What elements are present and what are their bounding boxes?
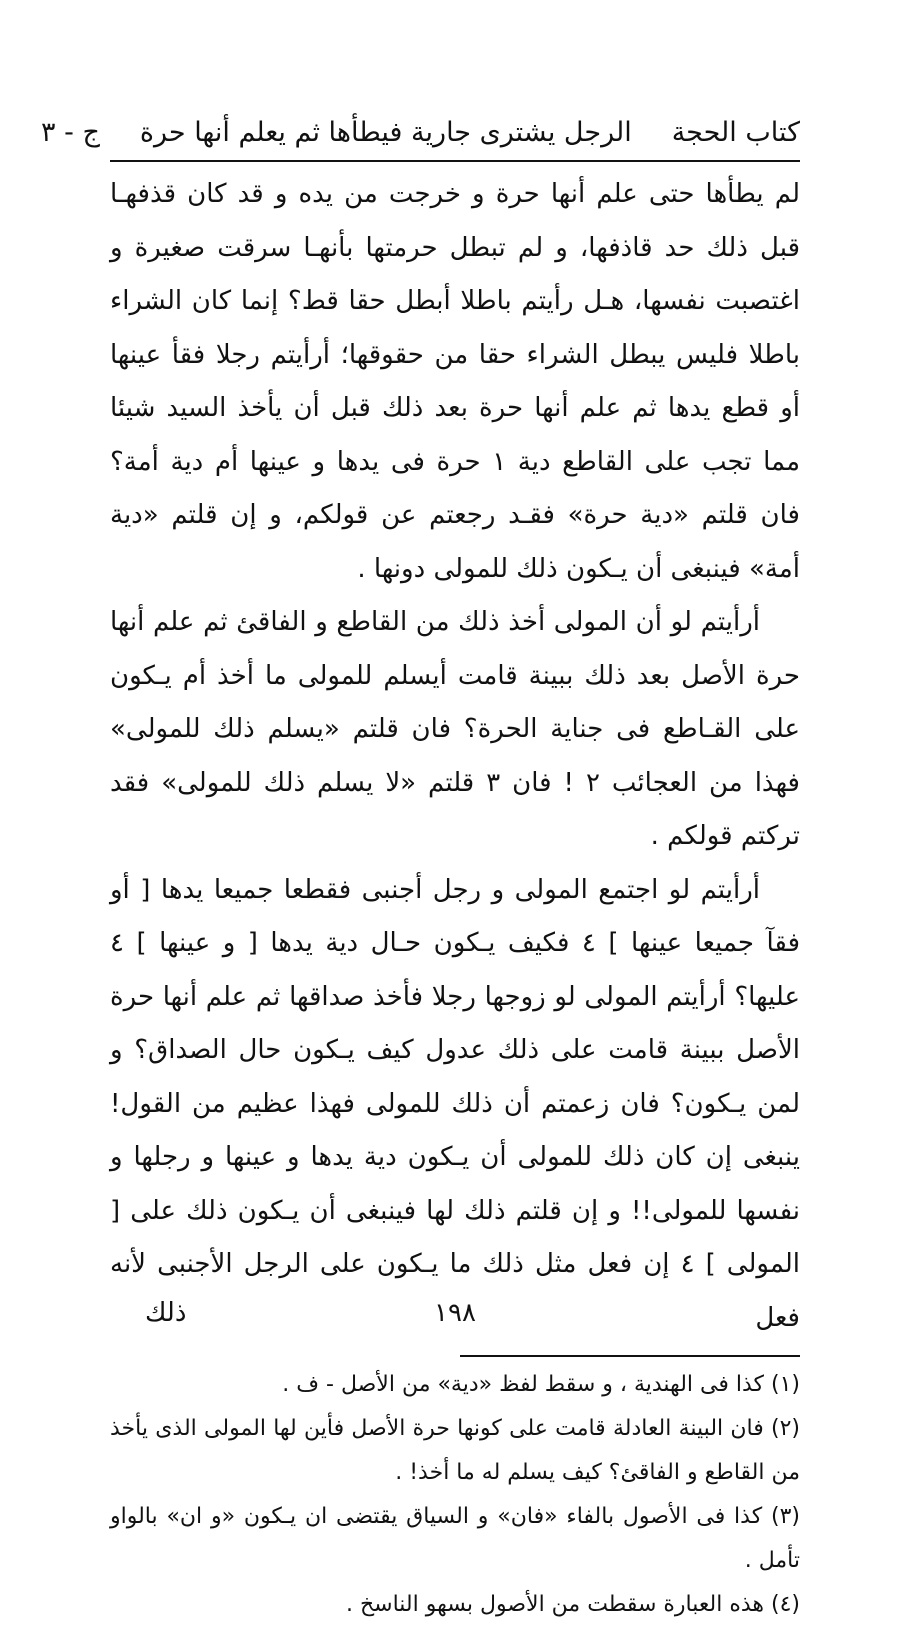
header-rule	[110, 160, 800, 162]
footnote: (٢) فان البينة العادلة قامت على كونها حرة الأصل فأين لها المولى الذى يأخذ من القاطع و الفاقئ؟ كيف يسلم له ما أخذ! .	[110, 1416, 800, 1485]
footnotes	[110, 1363, 800, 1627]
paragraph: لم يطأها حتى علم أنها حرة و خرجت من يده و قد كان قذفهـا قبل ذلك حد قاذفها، و لم تبطل حرمتها بأنهـا سرقت صغيرة و اغتصبت نفسها، هـل رأيتم باطلا أبطل حقا قط؟ إنما كان الشراء باطلا فليس يبطل الشراء حقا من حقوقها؛ أرأيتم رجلا فقأ عينها أو قطع يدها ثم علم أنها حرة بعد ذلك قبل أن يأخذ السيد شيئا مما تجب على القاطع دية ١ حرة فى يدها و عينها أم دية أمة؟ فان قلتم «دية حرة» فقـد رجعتم عن قولكم، و إن قلتم «دية أمة» فينبغى أن يـكون ذلك للمولى دونها .	[110, 179, 800, 584]
paragraph: أرأيتم لو اجتمع المولى و رجل أجنبى فقطعا جميعا يدها [ أو فقآ جميعا عينها ] ٤ فكيف يـكون حـال دية يدها [ و عينها ] ٤ عليها؟ أرأيتم المولى لو زوجها رجلا فأخذ صداقها ثم علم أنها حرة الأصل ببينة قامت على ذلك عدول كيف يـكون حال الصداق؟ و لمن يـكون؟ فان زعمتم أن ذلك للمولى فهذا عظيم من القول! ينبغى إن كان ذلك للمولى أن يـكون دية يدها و عينها و رجلها و نفسها للمولى!! و إن قلتم ذلك لها فينبغى أن يـكون ذلك على [ المولى ] ٤ إن فعل مثل ذلك ما يـكون على الرجل الأجنبى لأنه فعل	[110, 874, 801, 1333]
header-book-title: كتاب الحجة	[671, 117, 800, 148]
footnote: (١) كذا فى الهندية ، و سقط لفظ «دية» من الأصل - ف .	[282, 1372, 800, 1397]
page-footer	[110, 1298, 800, 1338]
catchword: ذلك	[145, 1298, 187, 1328]
footnote: (٣) كذا فى الأصول بالفاء «فان» و السياق يقتضى ان يـكون «و ان» بالواو تأمل .	[110, 1504, 800, 1573]
book-page	[41, 108, 801, 1627]
running-header	[41, 108, 800, 158]
header-topic: الرجل يشترى جارية فيطأها ثم يعلم أنها حرة	[139, 117, 632, 148]
main-text	[110, 168, 800, 1345]
page-number: ١٩٨	[434, 1298, 476, 1328]
footnote: (٤) هذه العبارة سقطت من الأصول بسهو الناسخ .	[345, 1592, 800, 1617]
paragraph: أرأيتم لو أن المولى أخذ ذلك من القاطع و الفاقئ ثم علم أنها حرة الأصل بعد ذلك ببينة قامت أيسلم للمولى ما أخذ أم يـكون على القـاطع فى جناية الحرة؟ فان قلتم «يسلم ذلك للمولى» فهذا من العجائب ٢ ! فان ٣ قلتم «لا يسلم ذلك للمولى» فقد تركتم قولكم .	[110, 607, 800, 851]
header-volume: ج - ٣	[41, 117, 100, 148]
footnote-rule	[460, 1355, 800, 1357]
